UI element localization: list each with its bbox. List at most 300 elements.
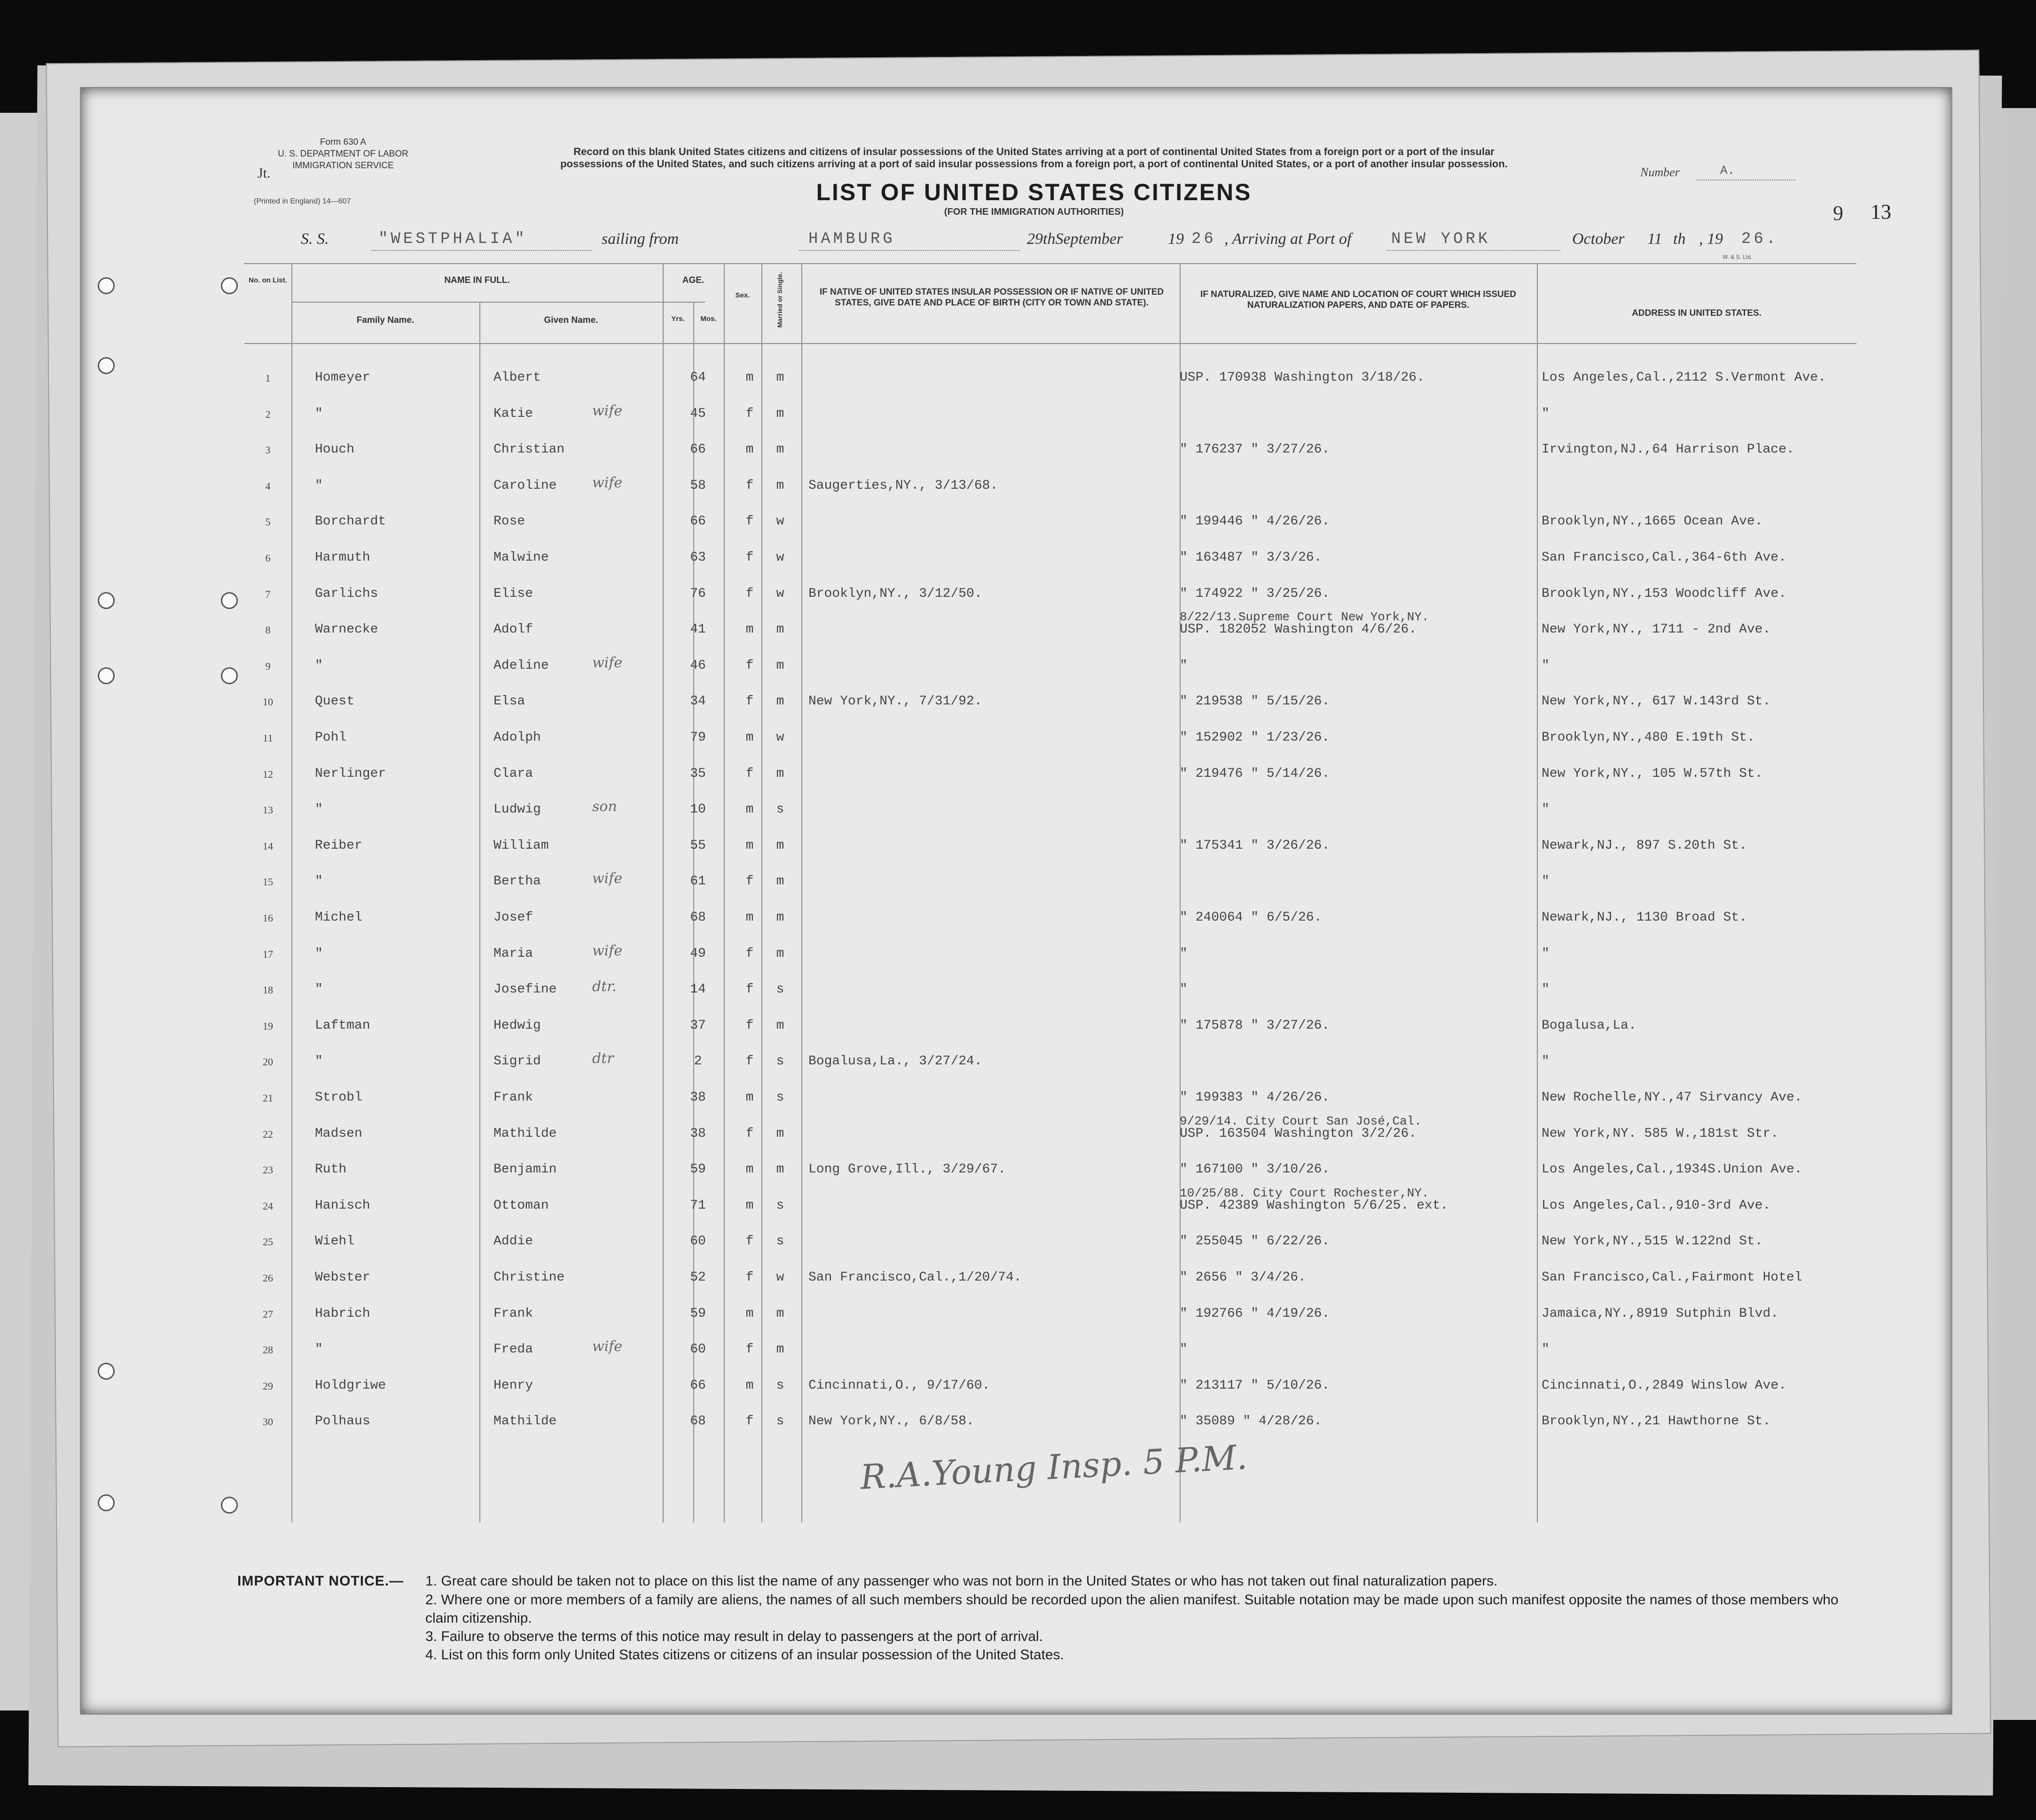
table-row [244,974,1856,1009]
sex: m [745,370,754,385]
row-number: 5 [265,516,271,528]
naturalization-papers: " 174922 " 3/25/26. [1180,586,1330,601]
ship-line-dots [371,250,592,251]
table-row [244,1226,1856,1261]
sex: f [745,514,754,529]
printer-mark: W. & S. Ltd. [1723,254,1753,260]
ship-prefix: S. S. [301,230,329,248]
col-header-given: Given Name. [544,315,598,325]
marital-status: m [776,1342,784,1357]
table-header-rule [244,343,1856,344]
given-name: Caroline [493,478,557,493]
marital-status: m [776,1306,784,1321]
family-name: " [315,658,323,673]
naturalization-papers: USP. 182052 Washington 4/6/26. [1180,622,1417,637]
given-name: Hedwig [493,1018,541,1033]
family-name: Reiber [315,838,362,853]
binder-hole [221,667,238,684]
address: Irvington,NJ.,64 Harrison Place. [1542,442,1794,457]
age-years: 59 [690,1162,706,1177]
family-name: " [315,1054,323,1069]
row-number: 10 [263,696,273,708]
table-row [244,1186,1856,1226]
naturalization-papers: " 219476 " 5/14/26. [1180,766,1330,781]
col-header-sex: Sex. [735,291,750,299]
family-name: Nerlinger [315,766,386,781]
given-name: Mathilde [493,1414,557,1429]
notice-item: 2. Where one or more members of a family are aliens, the names of all such members should be recorded upon the alien manifest. Suitable notation may be made upon such manifest opposite the names of those members who claim citizenship. [425,1592,1839,1626]
family-name: Hanisch [315,1198,370,1213]
address: " [1542,658,1550,673]
sex: f [745,1234,754,1249]
marital-status: m [776,622,784,637]
row-number: 11 [263,732,273,744]
family-name: Holdgriwe [315,1378,386,1393]
service-name: IMMIGRATION SERVICE [292,161,394,171]
marital-status: w [776,730,784,745]
family-name: " [315,1342,323,1357]
table-row [244,686,1856,721]
marital-status: s [776,1378,784,1393]
arrival-day: 11 [1647,230,1662,248]
row-number: 14 [263,840,273,852]
row-number: 22 [263,1128,273,1140]
table-row [244,1334,1856,1369]
marital-status: s [776,1414,784,1429]
relation-note: dtr [592,1050,614,1067]
row-number: 4 [265,480,271,492]
col-header-mos: Mos. [700,315,717,323]
page-title: LIST OF UNITED STATES CITIZENS [816,179,1252,205]
arrival-year-prefix: , 19 [1699,230,1723,248]
row-number: 19 [263,1020,273,1032]
marital-status: m [776,946,784,961]
naturalization-court: 10/25/88. City Court Rochester,NY. [1180,1186,1429,1200]
page-number: 9 [1833,202,1843,225]
birth-place-date: Brooklyn,NY., 3/12/50. [808,586,982,601]
binder-hole [98,1494,115,1511]
naturalization-papers: " 213117 " 5/10/26. [1180,1378,1330,1393]
row-number: 20 [263,1056,273,1068]
family-name: Pohl [315,730,347,745]
page-number-alt: 13 [1871,200,1891,223]
row-number: 13 [263,804,273,816]
age-years: 37 [690,1018,706,1033]
family-name: Warnecke [315,622,378,637]
table-row [244,1046,1856,1081]
address: Newark,NJ., 1130 Broad St. [1542,910,1747,925]
family-name: " [315,802,323,817]
given-name: Katie [493,406,533,421]
naturalization-court: 9/29/14. City Court San José,Cal. [1180,1114,1422,1128]
naturalization-papers: " 219538 " 5/15/26. [1180,694,1330,709]
row-number: 30 [263,1416,273,1428]
address: Jamaica,NY.,8919 Sutphin Blvd. [1542,1306,1779,1321]
col-header-birth: IF NATIVE OF UNITED STATES INSULAR POSSESSION OR IF NATIVE OF UNITED STATES, GIVE DATE AND PLACE OF BIRTH (CITY OR TOWN AND STATE). [819,287,1164,308]
birth-place-date: Saugerties,NY., 3/13/68. [808,478,998,493]
relation-note: wife [592,654,623,671]
given-name: Albert [493,370,541,385]
marital-status: s [776,1090,784,1105]
table-row [244,1114,1856,1154]
given-name: Frank [493,1090,533,1105]
family-name: Laftman [315,1018,370,1033]
given-name: Henry [493,1378,533,1393]
naturalization-papers: " 163487 " 3/3/26. [1180,550,1322,565]
address: Brooklyn,NY.,1665 Ocean Ave. [1542,514,1763,529]
record-instructions: Record on this blank United States citizens and citizens of insular possessions of the United States arriving at a port of continental United States from a foreign port or a port of the insular possessions of the United States, and such citizens arriving at a port of said insular possessions from a foreign port, a port of continental United States, or a port of another insular possession. [560,146,1508,170]
given-name: Benjamin [493,1162,557,1177]
sex: f [745,1126,754,1141]
table-row [244,434,1856,469]
family-name: " [315,946,323,961]
sex: f [745,658,754,673]
binder-hole [98,1363,115,1380]
given-name: Adolf [493,622,533,637]
naturalization-papers: USP. 42389 Washington 5/6/25. ext. [1180,1198,1449,1213]
family-name: Houch [315,442,355,457]
age-years: 38 [690,1126,706,1141]
relation-note: son [592,798,617,815]
binder-hole [98,277,115,294]
notice-item: 1. Great care should be taken not to place on this list the name of any passenger who was not born in the United States or who has not taken out final naturalization papers. [425,1573,1498,1589]
naturalization-papers: USP. 170938 Washington 3/18/26. [1180,370,1425,385]
address: " [1542,1342,1550,1357]
col-header-address: ADDRESS IN UNITED STATES. [1632,308,1762,318]
sex: f [745,406,754,421]
family-name: Wiehl [315,1234,355,1249]
family-name: Polhaus [315,1414,370,1429]
age-years: 61 [690,874,706,889]
table-row [244,398,1856,434]
age-years: 64 [690,370,706,385]
address: New York,NY., 1711 - 2nd Ave. [1542,622,1771,637]
notice-heading: IMPORTANT NOTICE.— [237,1573,404,1589]
sex: f [745,478,754,493]
marital-status: w [776,586,784,601]
family-name: " [315,982,323,997]
address: Brooklyn,NY.,480 E.19th St. [1542,730,1755,745]
table-row [244,650,1856,686]
address: " [1542,946,1550,961]
page-subtitle: (FOR THE IMMIGRATION AUTHORITIES) [944,207,1124,217]
row-number: 23 [263,1164,273,1176]
family-name: Garlichs [315,586,378,601]
age-years: 68 [690,1414,706,1429]
row-number: 7 [265,588,271,600]
naturalization-papers: " 35089 " 4/28/26. [1180,1414,1322,1429]
marital-status: m [776,694,784,709]
naturalization-papers: " [1180,982,1188,997]
marital-status: s [776,802,784,817]
marital-status: s [776,982,784,997]
family-name: " [315,478,323,493]
given-name: Mathilde [493,1126,557,1141]
table-row [244,1082,1856,1117]
naturalization-papers: " 199446 " 4/26/26. [1180,514,1330,529]
table-row [244,758,1856,794]
sex: m [745,622,754,637]
given-name: Malwine [493,550,549,565]
naturalization-court: 8/22/13.Supreme Court New York,NY. [1180,610,1429,625]
age-years: 66 [690,442,706,457]
arrival-date: October [1572,230,1625,248]
given-name: Rose [493,514,525,529]
relation-note: wife [592,942,623,959]
row-number: 29 [263,1380,273,1392]
table-row [244,1262,1856,1297]
col-header-yrs: Yrs. [671,315,685,323]
given-name: Elsa [493,694,525,709]
table-row [244,542,1856,578]
ship-name: "WESTPHALIA" [378,230,527,248]
birth-place-date: San Francisco,Cal.,1/20/74. [808,1270,1022,1285]
age-years: 10 [690,802,706,817]
voyage-line [301,230,1871,258]
address: New York,NY., 617 W.143rd St. [1542,694,1771,709]
table-row [244,610,1856,649]
family-name: Strobl [315,1090,362,1105]
naturalization-papers: " 240064 " 6/5/26. [1180,910,1322,925]
given-name: Bertha [493,874,541,889]
naturalization-papers: " 2656 " 3/4/26. [1180,1270,1306,1285]
family-name: " [315,406,323,421]
row-number: 27 [263,1308,273,1320]
relation-note: wife [592,870,623,887]
sex: m [745,1306,754,1321]
marital-status: s [776,1234,784,1249]
row-number: 28 [263,1344,273,1356]
marital-status: m [776,910,784,925]
address: " [1542,1054,1550,1069]
birth-place-date: Bogalusa,La., 3/27/24. [808,1054,982,1069]
age-years: 60 [690,1342,706,1357]
given-name: Maria [493,946,533,961]
table-row [244,938,1856,974]
naturalization-papers: " 152902 " 1/23/26. [1180,730,1330,745]
sex: m [745,442,754,457]
address: San Francisco,Cal.,364-6th Ave. [1542,550,1786,565]
naturalization-papers: " 255045 " 6/22/26. [1180,1234,1330,1249]
address: Brooklyn,NY.,21 Hawthorne St. [1542,1414,1771,1429]
passenger-table [244,263,1856,1523]
sex: m [745,838,754,853]
col-header-naturalized: IF NATURALIZED, GIVE NAME AND LOCATION OF COURT WHICH ISSUED NATURALIZATION PAPERS, AND DATE OF PAPERS. [1200,289,1516,310]
marital-status: s [776,1054,784,1069]
arriving-label: , Arriving at Port of [1224,230,1352,248]
age-years: 68 [690,910,706,925]
row-number: 17 [263,948,273,960]
col-header-name: NAME IN FULL. [444,275,510,285]
age-years: 60 [690,1234,706,1249]
sailing-year: 26 [1191,230,1216,248]
given-name: Addie [493,1234,533,1249]
birth-place-date: Cincinnati,O., 9/17/60. [808,1378,990,1393]
naturalization-papers: " [1180,1342,1188,1357]
row-number: 6 [265,552,271,564]
age-years: 66 [690,1378,706,1393]
marital-status: w [776,514,784,529]
binder-hole [221,1497,238,1514]
family-name: Habrich [315,1306,370,1321]
marital-status: m [776,658,784,673]
form-identifier [244,136,442,172]
given-name: William [493,838,549,853]
row-number: 1 [265,372,271,384]
sex: f [745,982,754,997]
address: " [1542,982,1550,997]
age-years: 76 [690,586,706,601]
given-name: Adolph [493,730,541,745]
sex: f [745,766,754,781]
department-name: U. S. DEPARTMENT OF LABOR [278,149,408,159]
address: " [1542,406,1550,421]
age-years: 35 [690,766,706,781]
naturalization-papers: " 199383 " 4/26/26. [1180,1090,1330,1105]
family-name: Madsen [315,1126,362,1141]
row-number: 3 [265,444,271,456]
marital-status: m [776,766,784,781]
given-name: Christine [493,1270,565,1285]
address: New York,NY. 585 W.,181st Str. [1542,1126,1779,1141]
table-row [244,1298,1856,1334]
notice-item: 4. List on this form only United States citizens or citizens of an insular possession of the United States. [425,1647,1065,1663]
table-row [244,830,1856,866]
arrival-line-dots [1386,250,1560,251]
age-years: 52 [690,1270,706,1285]
sailing-date: 29thSeptember [1027,230,1123,248]
sex: f [745,874,754,889]
given-name: Elise [493,586,533,601]
relation-note: wife [592,474,623,491]
sex: f [745,1342,754,1357]
arrival-year: 26. [1741,230,1779,248]
given-name: Josefine [493,982,557,997]
table-row [244,866,1856,901]
address: Brooklyn,NY.,153 Woodcliff Ave. [1542,586,1786,601]
printer-note: (Printed in England) 14—607 [254,197,351,205]
number-label: Number [1640,165,1680,179]
table-row [244,362,1856,398]
address: New York,NY., 105 W.57th St. [1542,766,1763,781]
age-years: 59 [690,1306,706,1321]
naturalization-papers: " [1180,946,1188,961]
naturalization-papers: USP. 163504 Washington 3/2/26. [1180,1126,1417,1141]
number-value: A. [1720,164,1735,178]
office-mark: Jt. [258,165,271,181]
address: Los Angeles,Cal.,1934S.Union Ave. [1542,1162,1802,1177]
row-number: 12 [263,768,273,780]
sex: f [745,1018,754,1033]
marital-status: w [776,550,784,565]
family-name: Homeyer [315,370,370,385]
sailing-port: HAMBURG [808,230,895,248]
address: Bogalusa,La. [1542,1018,1637,1033]
family-name: Webster [315,1270,370,1285]
relation-note: wife [592,1338,623,1355]
age-years: 58 [690,478,706,493]
form-number: Form 630 A [320,137,367,147]
sailing-year-prefix: 19 [1168,230,1184,248]
address: Los Angeles,Cal.,910-3rd Ave. [1542,1198,1771,1213]
sex: m [745,1090,754,1105]
relation-note: dtr. [592,978,617,995]
marital-status: m [776,1018,784,1033]
col-header-married: Married or Single. [776,272,784,328]
marital-status: m [776,874,784,889]
binder-hole [98,357,115,374]
binder-hole [98,667,115,684]
age-years: 2 [694,1054,702,1069]
age-years: 71 [690,1198,706,1213]
sex: m [745,910,754,925]
marital-status: m [776,442,784,457]
row-number: 21 [263,1092,273,1104]
age-years: 38 [690,1090,706,1105]
marital-status: m [776,1126,784,1141]
table-row [244,794,1856,829]
table-row [244,506,1856,541]
sex: m [745,802,754,817]
row-number: 8 [265,624,271,636]
sex: f [745,1414,754,1429]
naturalization-papers: " 175341 " 3/26/26. [1180,838,1330,853]
sex: f [745,1054,754,1069]
col-header-no: No. on List. [249,276,287,284]
row-number: 26 [263,1272,273,1284]
sex: m [745,1198,754,1213]
age-years: 34 [690,694,706,709]
given-name: Ludwig [493,802,541,817]
given-name: Josef [493,910,533,925]
row-number: 24 [263,1200,273,1212]
family-name: " [315,874,323,889]
row-number: 9 [265,660,271,672]
family-name: Borchardt [315,514,386,529]
family-name: Quest [315,694,355,709]
binder-hole [221,277,238,294]
family-name: Ruth [315,1162,347,1177]
address: Los Angeles,Cal.,2112 S.Vermont Ave. [1542,370,1826,385]
table-row [244,1370,1856,1406]
age-years: 41 [690,622,706,637]
sex: m [745,1162,754,1177]
marital-status: m [776,478,784,493]
age-years: 55 [690,838,706,853]
table-top-rule [244,263,1856,264]
given-name: Frank [493,1306,533,1321]
row-number: 2 [265,408,271,420]
row-number: 16 [263,912,273,924]
sex: m [745,730,754,745]
arrival-port: NEW YORK [1391,230,1491,248]
marital-status: m [776,370,784,385]
address: San Francisco,Cal.,Fairmont Hotel [1542,1270,1802,1285]
marital-status: w [776,1270,784,1285]
naturalization-papers: " 192766 " 4/19/26. [1180,1306,1330,1321]
table-row [244,470,1856,506]
col-header-age: AGE. [682,275,705,285]
given-name: Sigrid [493,1054,541,1069]
naturalization-papers: " [1180,658,1188,673]
family-name: Michel [315,910,362,925]
sailing-from-label: sailing from [602,230,679,248]
given-name: Ottoman [493,1198,549,1213]
naturalization-papers: " 176237 " 3/27/26. [1180,442,1330,457]
address: Newark,NJ., 897 S.20th St. [1542,838,1747,853]
table-row [244,1154,1856,1189]
table-row [244,722,1856,758]
